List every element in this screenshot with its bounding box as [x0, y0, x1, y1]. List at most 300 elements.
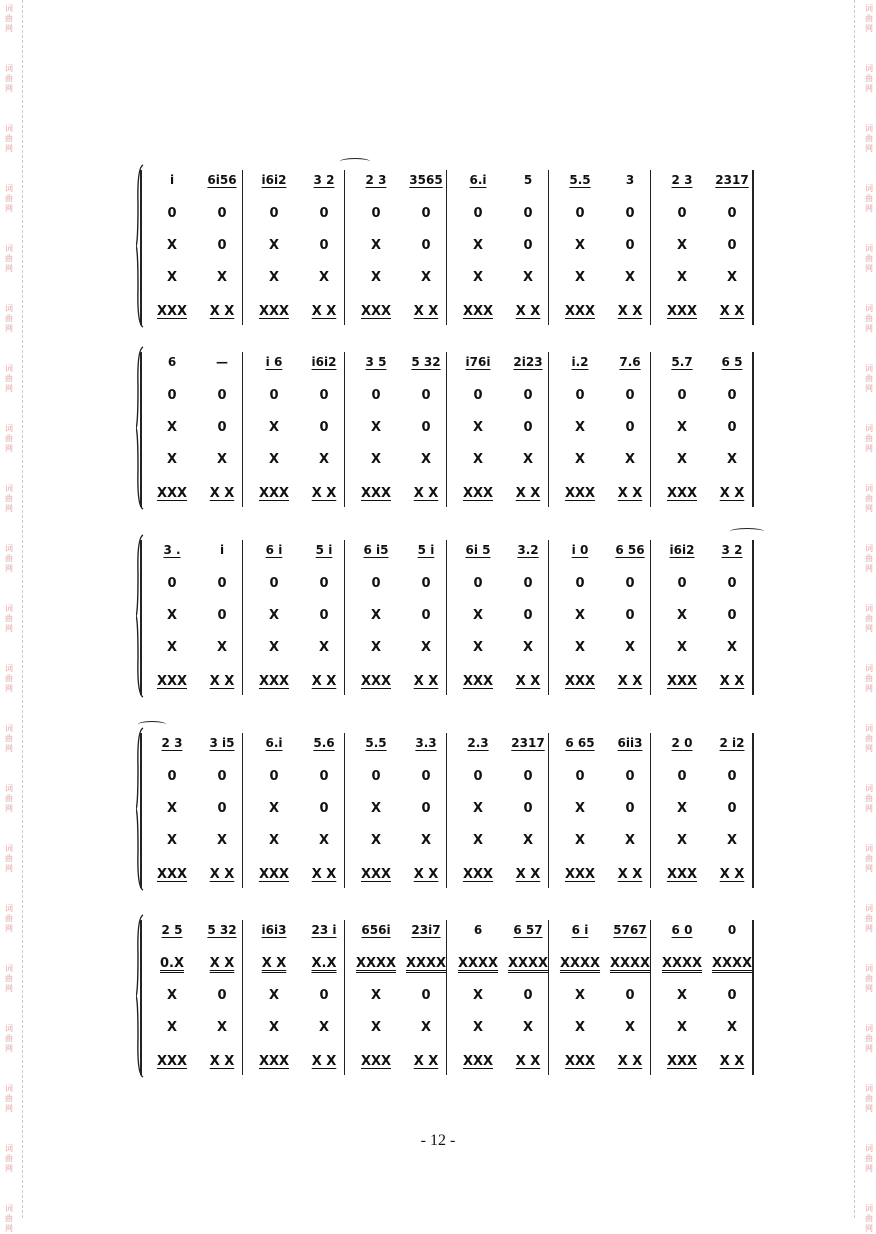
- note: i6i2: [261, 173, 287, 187]
- note: X: [574, 833, 586, 848]
- watermark-char: 网: [5, 504, 13, 513]
- note: 0: [473, 769, 483, 784]
- note: i: [169, 173, 175, 187]
- watermark-char: 曲: [5, 614, 13, 623]
- note: 5.5: [569, 173, 591, 187]
- watermark-text: [863, 304, 875, 334]
- note: 5 i: [417, 543, 435, 557]
- melody-line: [140, 540, 752, 560]
- note: X: [472, 988, 484, 1003]
- note: 0: [625, 206, 635, 221]
- watermark-char: 网: [865, 1164, 873, 1173]
- note: X: [472, 238, 484, 253]
- note: X: [624, 833, 636, 848]
- watermark-text: [3, 604, 15, 634]
- watermark-char: 网: [865, 1224, 873, 1233]
- note: 0: [727, 420, 737, 435]
- part-5-line: [140, 672, 752, 692]
- note: 0: [677, 388, 687, 403]
- note: X: [318, 452, 330, 467]
- note: 0: [319, 238, 329, 253]
- note: 0: [217, 576, 227, 591]
- part-5-line: [140, 484, 752, 504]
- watermark-char: 词: [5, 664, 13, 673]
- part-3-line: [140, 799, 752, 819]
- note: X: [370, 420, 382, 435]
- note: 0: [625, 801, 635, 816]
- note: X: [268, 640, 280, 655]
- watermark-char: 词: [5, 184, 13, 193]
- watermark-char: 词: [865, 844, 873, 853]
- note: X: [574, 640, 586, 655]
- watermark-char: 词: [5, 964, 13, 973]
- watermark-text: [863, 184, 875, 214]
- note: 3 2: [721, 543, 743, 557]
- note: 2 0: [671, 736, 693, 750]
- note: X X: [311, 674, 337, 689]
- watermark-text: [863, 784, 875, 814]
- note: X X: [209, 304, 235, 319]
- part-4-line: [140, 831, 752, 851]
- note: X: [676, 801, 688, 816]
- watermark-char: 词: [865, 1204, 873, 1213]
- watermark-char: 网: [5, 1044, 13, 1053]
- note: X: [370, 833, 382, 848]
- watermark-text: [3, 304, 15, 334]
- watermark-char: 曲: [5, 734, 13, 743]
- note: X: [268, 452, 280, 467]
- watermark-char: 词: [865, 424, 873, 433]
- watermark-char: 网: [5, 624, 13, 633]
- watermark-char: 网: [865, 144, 873, 153]
- note: 0: [727, 576, 737, 591]
- note: X: [676, 270, 688, 285]
- watermark-char: 词: [5, 1084, 13, 1093]
- watermark-char: 曲: [865, 494, 873, 503]
- note: 0: [727, 769, 737, 784]
- watermark-char: 网: [5, 1164, 13, 1173]
- watermark-text: [863, 484, 875, 514]
- note: X: [216, 1020, 228, 1035]
- note: 0: [371, 769, 381, 784]
- note: 0: [523, 801, 533, 816]
- note: X: [370, 1020, 382, 1035]
- note: 0: [217, 206, 227, 221]
- note: XXX: [564, 304, 596, 319]
- part-4-line: [140, 1018, 752, 1038]
- part-3-line: [140, 418, 752, 438]
- note: 2 3: [161, 736, 183, 750]
- note: 0: [473, 576, 483, 591]
- note: X: [522, 833, 534, 848]
- note: X: [268, 801, 280, 816]
- watermark-text: [863, 844, 875, 874]
- note: X: [370, 608, 382, 623]
- watermark-char: 词: [865, 484, 873, 493]
- note: XXXX: [457, 956, 499, 971]
- watermark-char: 曲: [865, 614, 873, 623]
- note: 6 56: [615, 543, 645, 557]
- note: XXXX: [661, 956, 703, 971]
- watermark-char: 曲: [865, 434, 873, 443]
- note: X: [574, 608, 586, 623]
- melody-line: [140, 733, 752, 753]
- score-system: [140, 920, 752, 1080]
- watermark-char: 网: [5, 324, 13, 333]
- watermark-char: 词: [865, 124, 873, 133]
- note: X: [318, 270, 330, 285]
- note: XXX: [156, 867, 188, 882]
- note: X X: [617, 867, 643, 882]
- note: 0: [319, 988, 329, 1003]
- note: X: [166, 833, 178, 848]
- watermark-char: 网: [865, 324, 873, 333]
- note: X X: [719, 867, 745, 882]
- note: X: [166, 270, 178, 285]
- note: XXXX: [559, 956, 601, 971]
- note: XXX: [360, 867, 392, 882]
- part-2-line: [140, 386, 752, 406]
- note: XXX: [666, 304, 698, 319]
- note: XXX: [462, 674, 494, 689]
- part-4-line: [140, 638, 752, 658]
- note: X: [166, 238, 178, 253]
- note: 656i: [361, 923, 391, 937]
- watermark-char: 曲: [865, 374, 873, 383]
- note: 0: [523, 420, 533, 435]
- note: 0: [217, 988, 227, 1003]
- watermark-char: 词: [865, 64, 873, 73]
- note: 2 3: [671, 173, 693, 187]
- watermark-char: 网: [5, 984, 13, 993]
- watermark-char: 网: [5, 564, 13, 573]
- watermark-char: 词: [5, 304, 13, 313]
- watermark-char: 网: [5, 264, 13, 273]
- note: X: [676, 833, 688, 848]
- note: X X: [617, 304, 643, 319]
- note: 0: [421, 769, 431, 784]
- note: X: [268, 420, 280, 435]
- watermark-text: [3, 964, 15, 994]
- note: 0: [217, 801, 227, 816]
- part-5-line: [140, 865, 752, 885]
- note: X: [472, 452, 484, 467]
- watermark-text: [863, 124, 875, 154]
- note: 0: [319, 420, 329, 435]
- watermark-char: 词: [5, 844, 13, 853]
- watermark-text: [863, 424, 875, 454]
- watermark-text: [3, 244, 15, 274]
- note: X: [676, 608, 688, 623]
- note: 0: [421, 608, 431, 623]
- watermark-char: 曲: [865, 134, 873, 143]
- note: 0: [625, 769, 635, 784]
- part-4-line: [140, 268, 752, 288]
- note: 0: [269, 769, 279, 784]
- slur: [340, 158, 370, 165]
- note: XXX: [666, 674, 698, 689]
- watermark-char: 曲: [865, 854, 873, 863]
- note: X: [522, 452, 534, 467]
- part-3-line: [140, 606, 752, 626]
- note: X: [522, 1020, 534, 1035]
- watermark-char: 曲: [865, 1094, 873, 1103]
- watermark-char: 曲: [865, 734, 873, 743]
- note: X: [726, 270, 738, 285]
- part-5-line: [140, 1052, 752, 1072]
- watermark-text: [3, 1024, 15, 1054]
- note: 0: [473, 388, 483, 403]
- watermark-text: [3, 784, 15, 814]
- note: 23i7: [411, 923, 441, 937]
- watermark-char: 曲: [5, 674, 13, 683]
- note: i6i2: [311, 355, 337, 369]
- watermark-text: [863, 1204, 875, 1234]
- note: X: [370, 640, 382, 655]
- note: X: [676, 452, 688, 467]
- watermark-char: 词: [865, 724, 873, 733]
- note: XXX: [564, 486, 596, 501]
- note: 0: [421, 801, 431, 816]
- note: X: [268, 1020, 280, 1035]
- note: X: [420, 1020, 432, 1035]
- note: 0: [473, 206, 483, 221]
- note: 0: [625, 388, 635, 403]
- watermark-char: 曲: [5, 134, 13, 143]
- note: 6 0: [671, 923, 693, 937]
- note: i6i3: [261, 923, 287, 937]
- watermark-char: 曲: [5, 554, 13, 563]
- note: 5.7: [671, 355, 693, 369]
- watermark-char: 曲: [5, 914, 13, 923]
- note: XXX: [258, 867, 290, 882]
- watermark-char: 词: [865, 904, 873, 913]
- note: 6.i: [469, 173, 487, 187]
- watermark-char: 词: [865, 964, 873, 973]
- note: —: [216, 355, 228, 369]
- note: 3 .: [163, 543, 181, 557]
- note: 0: [269, 576, 279, 591]
- watermark-char: 网: [5, 924, 13, 933]
- note: X: [574, 238, 586, 253]
- note: XXX: [564, 867, 596, 882]
- watermark-char: 词: [865, 1024, 873, 1033]
- note: X X: [515, 674, 541, 689]
- watermark-char: 网: [865, 744, 873, 753]
- watermark-text: [3, 484, 15, 514]
- watermark-text: [863, 664, 875, 694]
- note: 0: [421, 420, 431, 435]
- note: 0: [625, 988, 635, 1003]
- note: X X: [311, 486, 337, 501]
- note: 0: [167, 388, 177, 403]
- note: X: [166, 1020, 178, 1035]
- watermark-char: 词: [865, 784, 873, 793]
- note: XXXX: [507, 956, 549, 971]
- left-margin-watermark: [0, 0, 30, 1233]
- note: X X: [209, 956, 235, 971]
- watermark-text: [3, 4, 15, 34]
- note: 2i23: [513, 355, 543, 369]
- melody-line: [140, 352, 752, 372]
- score-system: [140, 352, 752, 512]
- note: 5.6: [313, 736, 335, 750]
- note: X: [370, 801, 382, 816]
- note: 0: [421, 988, 431, 1003]
- note: X: [726, 640, 738, 655]
- note: X: [370, 988, 382, 1003]
- note: 6 57: [513, 923, 543, 937]
- part-2-line: [140, 204, 752, 224]
- note: 2 5: [161, 923, 183, 937]
- note: 6i 5: [465, 543, 491, 557]
- note: X: [370, 238, 382, 253]
- part-3-line: [140, 236, 752, 256]
- note: XXXX: [609, 956, 651, 971]
- note: X: [420, 270, 432, 285]
- note: 2 i2: [719, 736, 745, 750]
- note: X X: [413, 486, 439, 501]
- watermark-text: [3, 424, 15, 454]
- note: 3.2: [517, 543, 539, 557]
- note: X: [166, 420, 178, 435]
- watermark-char: 网: [5, 864, 13, 873]
- note: 23 i: [311, 923, 337, 937]
- watermark-char: 曲: [5, 1154, 13, 1163]
- note: X: [472, 420, 484, 435]
- note: 0: [575, 769, 585, 784]
- note: 0: [625, 238, 635, 253]
- note: X: [472, 833, 484, 848]
- note: XXX: [156, 674, 188, 689]
- note: X: [268, 608, 280, 623]
- watermark-text: [863, 364, 875, 394]
- note: 0: [371, 576, 381, 591]
- note: 0: [319, 801, 329, 816]
- watermark-char: 曲: [5, 14, 13, 23]
- watermark-char: 曲: [865, 254, 873, 263]
- note: 0: [167, 769, 177, 784]
- watermark-char: 曲: [5, 854, 13, 863]
- watermark-text: [863, 1024, 875, 1054]
- page-number: - 12 -: [420, 1132, 456, 1149]
- note: 0: [575, 388, 585, 403]
- note: X X: [515, 867, 541, 882]
- note: X: [676, 988, 688, 1003]
- note: X: [318, 640, 330, 655]
- watermark-char: 词: [865, 1144, 873, 1153]
- watermark-char: 网: [5, 1224, 13, 1233]
- note: 0: [677, 769, 687, 784]
- note: X: [268, 833, 280, 848]
- note: 0: [625, 576, 635, 591]
- watermark-char: 曲: [5, 374, 13, 383]
- note: X: [166, 608, 178, 623]
- note: XXX: [564, 1054, 596, 1069]
- watermark-char: 曲: [865, 1034, 873, 1043]
- watermark-text: [863, 604, 875, 634]
- watermark-char: 词: [865, 604, 873, 613]
- watermark-char: 词: [5, 904, 13, 913]
- watermark-char: 曲: [865, 74, 873, 83]
- note: 0: [727, 238, 737, 253]
- melody-line: [140, 920, 752, 940]
- note: XXX: [360, 674, 392, 689]
- watermark-char: 网: [865, 804, 873, 813]
- note: XXX: [258, 1054, 290, 1069]
- watermark-char: 网: [865, 204, 873, 213]
- part-5-line: [140, 302, 752, 322]
- watermark-char: 网: [865, 984, 873, 993]
- note: XXX: [462, 486, 494, 501]
- note: X X: [209, 486, 235, 501]
- note: XXX: [258, 304, 290, 319]
- note: X X: [515, 486, 541, 501]
- slur: [730, 528, 764, 535]
- note: XXX: [564, 674, 596, 689]
- watermark-char: 词: [5, 1024, 13, 1033]
- note: X: [268, 238, 280, 253]
- watermark-char: 网: [5, 24, 13, 33]
- watermark-text: [863, 64, 875, 94]
- note: XXXX: [405, 956, 447, 971]
- note: XXX: [360, 1054, 392, 1069]
- note: X: [522, 270, 534, 285]
- watermark-char: 词: [5, 424, 13, 433]
- note: X X: [413, 867, 439, 882]
- note: 5 32: [207, 923, 237, 937]
- note: X X: [617, 1054, 643, 1069]
- note: X: [676, 640, 688, 655]
- watermark-char: 网: [865, 264, 873, 273]
- note: 0: [269, 388, 279, 403]
- note: 6.i: [265, 736, 283, 750]
- watermark-char: 词: [5, 1144, 13, 1153]
- part-2-line: [140, 954, 752, 974]
- note: 0: [575, 576, 585, 591]
- note: XXX: [156, 304, 188, 319]
- note: 0: [727, 988, 737, 1003]
- note: 0: [727, 801, 737, 816]
- note: 5767: [613, 923, 647, 937]
- watermark-char: 词: [865, 1084, 873, 1093]
- note: 3 i5: [209, 736, 235, 750]
- note: X: [624, 640, 636, 655]
- watermark-char: 词: [5, 1204, 13, 1213]
- note: X: [472, 640, 484, 655]
- watermark-char: 网: [865, 924, 873, 933]
- watermark-char: 词: [5, 544, 13, 553]
- watermark-char: 词: [5, 784, 13, 793]
- score-system: [140, 540, 752, 700]
- note: X: [726, 1020, 738, 1035]
- note: X: [676, 238, 688, 253]
- note: 0: [625, 420, 635, 435]
- note: X X: [617, 674, 643, 689]
- note: 3.3: [415, 736, 437, 750]
- note: 0: [319, 769, 329, 784]
- note: 7.6: [619, 355, 641, 369]
- note: X: [726, 833, 738, 848]
- note: i76i: [465, 355, 491, 369]
- watermark-text: [3, 184, 15, 214]
- note: X: [166, 988, 178, 1003]
- note: X: [574, 1020, 586, 1035]
- note: X: [624, 1020, 636, 1035]
- note: XXXX: [355, 956, 397, 971]
- watermark-char: 词: [865, 4, 873, 13]
- watermark-text: [3, 1204, 15, 1234]
